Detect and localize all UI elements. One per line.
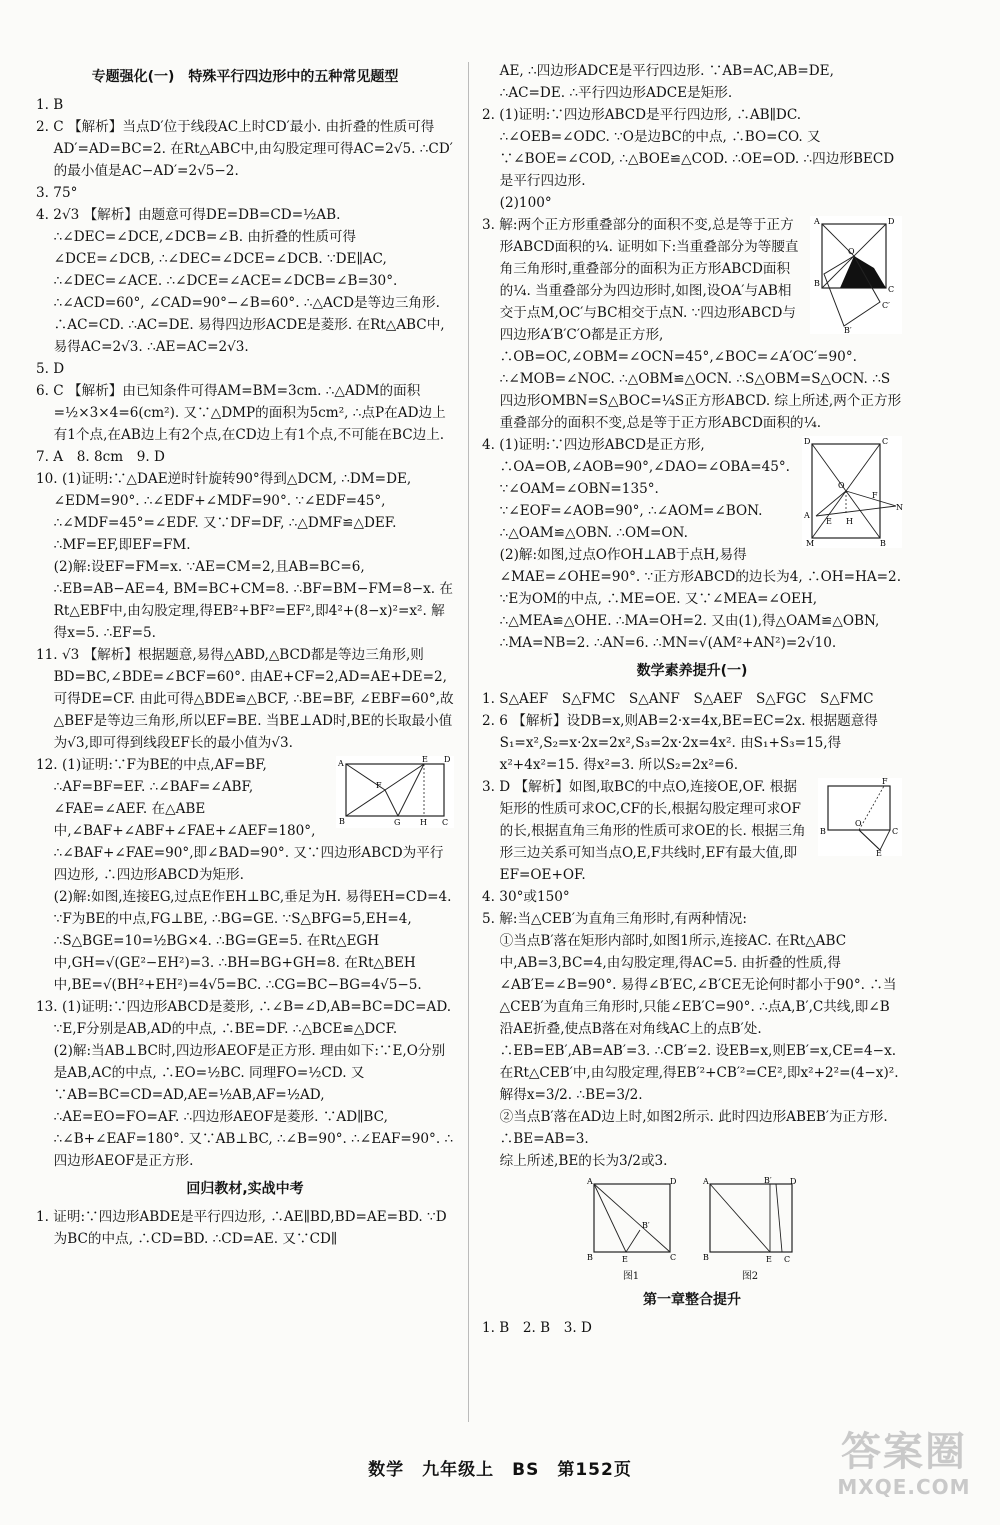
svg-text:A: A bbox=[587, 1177, 593, 1187]
svg-text:B′: B′ bbox=[844, 326, 852, 336]
figure-1 bbox=[586, 1178, 676, 1283]
svg-text:A: A bbox=[703, 1177, 709, 1187]
section-title-textbook-review: 回归教材,实战中考 bbox=[186, 1181, 304, 1198]
answer-textbook-2-1: 2. (1)证明:∵四边形ABCD是平行四边形, ∴AB∥DC. ∴∠OEB=∠ODC. ∵O是边BC的中点, ∴BO=CO. 又∵∠BOE=∠COD, ∴△BOE≌△COD. ∴OE=OD. ∴四边形BECD是平行四边形. bbox=[482, 107, 895, 190]
svg-text:C: C bbox=[892, 827, 899, 837]
figure-2-caption: 图2 bbox=[741, 1271, 759, 1283]
svg-text:C: C bbox=[882, 437, 889, 447]
section-title-special-training: 专题强化(一) 特殊平行四边形中的五种常见题型 bbox=[91, 69, 399, 85]
figure-1-caption: 图1 bbox=[622, 1271, 640, 1283]
watermark-sub-text: MXQE.COM bbox=[837, 1475, 971, 1499]
answer-2: 2. C 【解析】当点D′位于线段AC上时CD′最小. 由折叠的性质可得AD′=AD=BC=2. 在Rt△ABC中,由勾股定理可得AC=2√5. ∴CD′的最小值是AC−AD′=2√5−2. bbox=[36, 118, 453, 179]
svg-text:B: B bbox=[703, 1253, 709, 1263]
svg-text:A: A bbox=[804, 511, 810, 521]
svg-text:C: C bbox=[888, 285, 895, 295]
svg-text:C: C bbox=[784, 1255, 791, 1265]
svg-text:M: M bbox=[806, 539, 815, 549]
answer-10-1: 10. (1)证明:∵△DAE逆时针旋转90°得到△DCM, ∴DM=DE, ∠EDM=90°. ∴∠EDF+∠MDF=90°. ∵∠EDF=45°, ∴∠MDF=45°=∠EDF. 又∵DF=DF, ∴△DMF≌△DEF. ∴MF=EF,即EF=FM. bbox=[36, 470, 412, 553]
right-column bbox=[482, 60, 902, 1339]
svg-text:A: A bbox=[814, 217, 820, 227]
svg-text:D: D bbox=[444, 755, 451, 765]
watermark-logo bbox=[824, 1428, 984, 1514]
svg-text:E: E bbox=[766, 1255, 772, 1265]
figure-2-drawing bbox=[702, 1178, 798, 1264]
svg-text:O: O bbox=[848, 247, 855, 257]
answer-textbook-2-2: (2)100° bbox=[499, 195, 552, 212]
section-title-chapter-review: 第一章整合提升 bbox=[643, 1292, 741, 1309]
svg-text:E: E bbox=[876, 849, 882, 859]
svg-text:F: F bbox=[882, 777, 888, 787]
answer-textbook-4-1: 4. (1)证明:∵四边形ABCD是正方形, ∴OA=OB,∠AOB=90°,∠DAO=∠OBA=45°. ∵∠OAM=∠OBN=135°. ∵∠EOF=∠AOB=90°, ∴∠AOM=∠BON. ∴△OAM≌△OBN. ∴OM=ON. bbox=[482, 437, 791, 542]
svg-text:D: D bbox=[670, 1177, 677, 1187]
answer-12-1: 12. (1)证明:∵F为BE的中点,AF=BF, ∴AF=BF=EF. ∴∠BAF=∠ABF, ∠FAE=∠AEF. 在△ABE中,∠BAF+∠ABF+∠FAE+∠AEF=180°, ∴∠BAF+∠FAE=90°,即∠BAD=90°. 又∵四边形ABCD为平行四边形, ∴四边形ABCD为矩形. bbox=[36, 757, 444, 884]
answer-10-2: (2)解:设EF=FM=x. ∵AE=CM=2,且AB=BC=6, ∴EB=AB−AE=4, BM=BC+CM=8. ∴BF=BM−FM=8−x. 在Rt△EBF中,由勾股定理,得EB²+BF²=EF²,即4²+(8−x)²=x². 解得x=5. ∴EF=5. bbox=[53, 559, 454, 642]
svg-text:A: A bbox=[338, 759, 344, 769]
svg-text:H: H bbox=[420, 818, 427, 828]
answer-4: 4. 2√3 【解析】由题意可得DE=DB=CD=½AB. ∴∠DEC=∠DCE,∠DCB=∠B. 由折叠的性质可得∠DCE=∠DCB, ∴∠DEC=∠DCE=∠DCB. ∵DE∥AC, ∴∠DEC=∠ACE. ∴∠DCE=∠ACE=∠DCB=∠B=30°. ∴∠ACD=60°, ∠CAD=90°−∠B=60°. ∴△ACD是等边三角形. ∴AC=CD. ∴AC=DE. 易得四边形ACDE是菱形. 在Rt△ABC中,易得AC=2√3. ∴AE=AC=2√3. bbox=[36, 206, 445, 355]
svg-text:B: B bbox=[880, 539, 886, 549]
column-divider bbox=[468, 62, 469, 1422]
svg-text:E: E bbox=[622, 1255, 628, 1265]
figure-1-drawing bbox=[586, 1178, 676, 1264]
answer-11: 11. √3 【解析】根据题意,易得△ABD,△BCD都是等边三角形,则BD=BC,∠BDE=∠BCF=60°. 由AE+CF=2,AD=AE+DE=2,可得DE=CF. 由此可得△BDE≌△BCF, ∴BE=BF, ∠EBF=60°,故△BEF是等边三角形,所以EF=BE. 当BE⊥AD时,BE的长取最小值为√3,即可得到线段EF长的最小值为√3. bbox=[36, 647, 454, 752]
svg-text:D: D bbox=[888, 217, 895, 227]
answer-literacy-4: 4. 30°或150° bbox=[482, 889, 570, 906]
svg-text:O: O bbox=[855, 819, 862, 829]
svg-text:C: C bbox=[670, 1253, 677, 1263]
answer-textbook-4-2: (2)解:如图,过点O作OH⊥AB于点H,易得∠MAE=∠OHE=90°. ∵正方形ABCD的边长为4, ∴OH=HA=2. ∵E为OM的中点, ∴ME=OE. 又∵∠MEA=∠OEH, ∴△MEA≌△OHE. ∴MA=OH=2. 又由(1),得△OAM≌△OBN, ∴MA=NB=2. ∴AN=6. ∴MN=√(AM²+AN²)=2√10. bbox=[499, 547, 902, 652]
svg-text:B: B bbox=[339, 817, 345, 827]
svg-text:B: B bbox=[587, 1253, 593, 1263]
answer-13-2: (2)解:当AB⊥BC时,四边形AEOF是正方形. 理由如下:∵E,O分别是AB,AC的中点, ∴EO=½BC. 同理FO=½CD. 又∵AB=BC=CD=AD,AE=½AB,AF=½AD, ∴AE=EO=FO=AF. ∴四边形AEOF是菱形. ∵AD∥BC, ∴∠B+∠EAF=180°. 又∵AB⊥BC, ∴∠B=90°. ∴∠EAF=90°. ∴四边形AEOF是正方形. bbox=[53, 1043, 454, 1170]
answer-chapter-1-3: 1. B 2. B 3. D bbox=[482, 1320, 592, 1337]
answer-1: 1. B bbox=[36, 96, 64, 113]
answer-textbook-3: 3. 解:两个正方形重叠部分的面积不变,总是等于正方形ABCD面积的¼. 证明如下:当重叠部分为等腰直角三角形时,重叠部分的面积为正方形ABCD面积的¼. 当重叠部分为四边形时,如图,设OA′与AB相交于点M,OC′与BC相交于点N. ∵四边形ABCD与四边形A′B′C′O都是正方形, ∴OB=OC,∠OBM=∠OCN=45°,∠BOC=∠A′OC′=90°. ∴∠MOB=∠NOC. ∴△OBM≌△OCN. ∴S△OBM=S△OCN. ∴S四边形OMBN=S△BOC=¼S正方形ABCD. 综上所述,两个正方形重叠部分的面积不变,总是等于正方形ABCD面积的¼. bbox=[482, 217, 902, 432]
page-footer: 数学 九年级上 BS 第152页 bbox=[368, 1460, 632, 1480]
svg-text:G: G bbox=[394, 818, 401, 828]
answer-5: 5. D bbox=[36, 360, 65, 377]
left-column bbox=[36, 60, 454, 1250]
answer-literacy-5-summary: 综上所述,BE的长为3/2或3. bbox=[499, 1153, 668, 1170]
figure-square-q4 bbox=[802, 436, 902, 548]
figures-row bbox=[482, 1178, 902, 1283]
left-answers bbox=[36, 94, 454, 1173]
answer-7-9: 7. A 8. 8cm 9. D bbox=[36, 448, 165, 465]
answer-literacy-3: 3. D 【解析】如图,取BC的中点O,连接OE,OF. 根据矩形的性质可求OC,CF的长,根据勾股定理可求OF的长,根据直角三角形的性质可求OE的长. 根据三角形三边关系可知当点O,E,F共线时,EF有最大值,即EF=OE+OF. bbox=[482, 779, 806, 884]
answer-12-2: (2)解:如图,连接EG,过点E作EH⊥BC,垂足为H. 易得EH=CD=4. ∵F为BE的中点,FG⊥BE, ∴BG=GE. ∵S△BFG=5,EH=4, ∴S△BGE=10=½BG×4. ∴BG=GE=5. 在Rt△EGH中,GH=√(GE²−EH²)=3. ∴BH=BG+GH=8. 在Rt△BEH中,BE=√(BH²+EH²)=4√5=BC. ∴CG=BC−BG=4√5−5. bbox=[53, 889, 452, 994]
svg-text:H: H bbox=[846, 517, 853, 527]
svg-text:D: D bbox=[790, 1177, 797, 1187]
answer-literacy-5-case1: ①当点B′落在矩形内部时,如图1所示,连接AC. 在Rt△ABC中,AB=3,BC=4,由勾股定理,得AC=5. 由折叠的性质,得∠AB′E=∠B=90°. 易得∠B′EC,∠B′CE无论何时都小于90°. ∴当△CEB′为直角三角形时,只能∠EB′C=90°. ∴点A,B′,C共线,即∠B沿AE折叠,使点B落在对角线AC上的点B′处. ∴EB=EB′,AB=AB′=3. ∴CB′=2. 设EB=x,则EB′=x,CE=4−x. 在Rt△CEB′中,由勾股定理,得EB′²+CB′²=CE²,即x²+2²=(4−x)². 解得x=3/2. ∴BE=3/2. bbox=[499, 933, 899, 1104]
svg-text:B′: B′ bbox=[642, 1221, 650, 1231]
figure-rectangle-q3 bbox=[818, 777, 902, 859]
svg-text:O: O bbox=[838, 481, 845, 491]
answer-textbook-1-cont: AE, ∴四边形ADCE是平行四边形. ∵AB=AC,AB=DE, ∴AC=DE. ∴平行四边形ADCE是矩形. bbox=[499, 63, 834, 102]
svg-text:N: N bbox=[896, 503, 903, 513]
answer-literacy-2: 2. 6 【解析】设DB=x,则AB=2·x=4x,BE=EC=2x. 根据题意得S₁=x²,S₂=x·2x=2x²,S₃=2x·2x=4x². 由S₁+S₃=15,得x²+4x²=15. 得x²=3. 所以S₂=2x²=6. bbox=[482, 713, 878, 774]
svg-text:E: E bbox=[422, 755, 428, 765]
svg-text:B′: B′ bbox=[764, 1176, 772, 1186]
figure-rectangle-q12 bbox=[336, 756, 454, 828]
figure-2 bbox=[702, 1178, 798, 1283]
svg-text:D: D bbox=[804, 437, 811, 447]
svg-text:C: C bbox=[442, 818, 449, 828]
answer-literacy-1: 1. S△AEF S△FMC S△ANF S△AEF S△FGC S△FMC bbox=[482, 691, 874, 708]
svg-text:B: B bbox=[814, 279, 820, 289]
answer-6: 6. C 【解析】由已知条件可得AM=BM=3cm. ∴△ADM的面积=½×3×4=6(cm²). 又∵△DMP的面积为5cm², ∴点P在AD边上有1个点,在AB边上有2个点,在CD边上有1个点,不可能在BC边上. bbox=[36, 382, 446, 443]
section-title-math-literacy: 数学素养提升(一) bbox=[636, 663, 748, 680]
svg-text:B: B bbox=[820, 827, 826, 837]
answer-literacy-5-case2: ②当点B′落在AD边上时,如图2所示. 此时四边形ABEB′为正方形. ∴BE=AB=3. bbox=[499, 1109, 888, 1148]
watermark-main-text: 答案圈 bbox=[841, 1429, 967, 1475]
svg-text:F: F bbox=[872, 491, 878, 501]
svg-text:C′: C′ bbox=[882, 301, 890, 311]
figure-overlapping-squares bbox=[810, 216, 902, 334]
svg-text:F: F bbox=[376, 781, 382, 791]
answer-textbook-1: 1. 证明:∵四边形ABDE是平行四边形, ∴AE∥BD,BD=AE=BD. ∵D为BC的中点, ∴CD=BD. ∴CD=AE. 又∵CD∥ bbox=[36, 1209, 447, 1248]
answer-literacy-5: 5. 解:当△CEB′为直角三角形时,有两种情况: bbox=[482, 911, 747, 928]
svg-text:E: E bbox=[826, 517, 832, 527]
answer-3: 3. 75° bbox=[36, 184, 78, 201]
answer-13-1: 13. (1)证明:∵四边形ABCD是菱形, ∴∠B=∠D,AB=BC=DC=AD. ∵E,F分别是AB,AD的中点, ∴BE=DF. ∴△BCE≌△DCF. bbox=[36, 999, 452, 1038]
